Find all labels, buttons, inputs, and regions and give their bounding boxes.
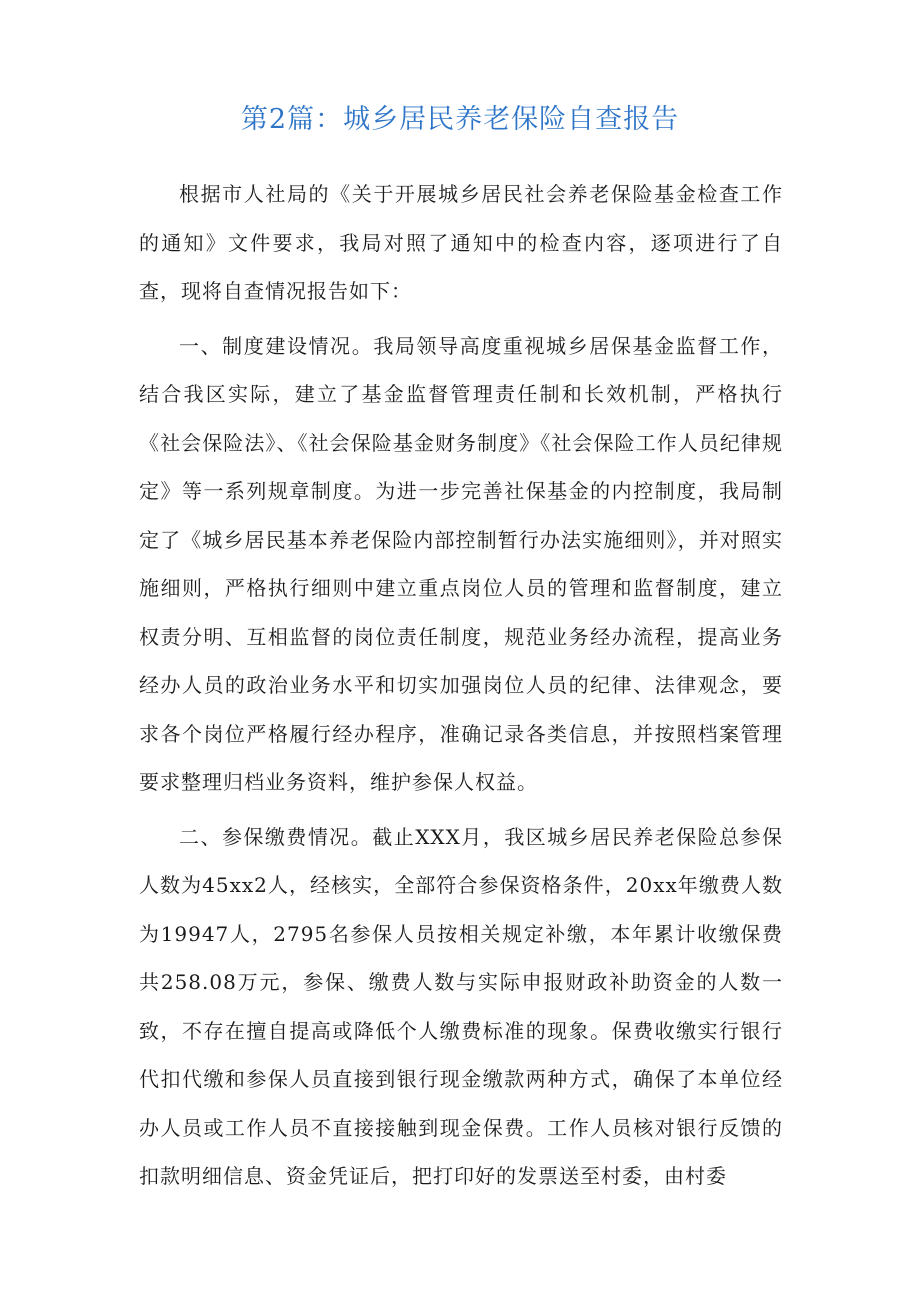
paragraph-intro: 根据市人社局的《关于开展城乡居民社会养老保险基金检查工作的通知》文件要求，我局对照了通知中的检查内容，逐项进行了自查，现将自查情况报告如下： (139, 182, 783, 303)
paragraph-insurance-payment: 二、参保缴费情况。截止XXX月，我区城乡居民养老保险总参保人数为45xx2人，经核实，全部符合参保资格条件，20xx年缴费人数为19947人，2795名参保人员按相关规定补缴，本年累计收缴保费共258.08万元，参保、缴费人数与实际申报财政补助资金的人数一致，不存在擅自提高或降低个人缴费标准的现象。保费收缴实行银行代扣代缴和参保人员直接到银行现金缴款两种方式，确保了本单位经办人员或工作人员不直接接触到现金保费。工作人员核对银行反馈的扣款明细信息、资金凭证后，把打印好的发票送至村委，由村委 (139, 824, 783, 1188)
document-title: 第2篇：城乡居民养老保险自查报告 (240, 104, 680, 135)
document-body (139, 170, 783, 1207)
paragraph-system-construction: 一、制度建设情况。我局领导高度重视城乡居保基金监督工作，结合我区实际，建立了基金监督管理责任制和长效机制，严格执行《社会保险法》、《社会保险基金财务制度》《社会保险工作人员纪律规定》等一系列规章制度。为进一步完善社保基金的内控制度，我局制定了《城乡居民基本养老保险内部控制暂行办法实施细则》，并对照实施细则，严格执行细则中建立重点岗位人员的管理和监督制度，建立权责分明、互相监督的岗位责任制度，规范业务经办流程，提高业务经办人员的政治业务水平和切实加强岗位人员的纪律、法律观念，要求各个岗位严格履行经办程序，准确记录各类信息，并按照档案管理要求整理归档业务资料，维护参保人权益。 (139, 333, 783, 794)
